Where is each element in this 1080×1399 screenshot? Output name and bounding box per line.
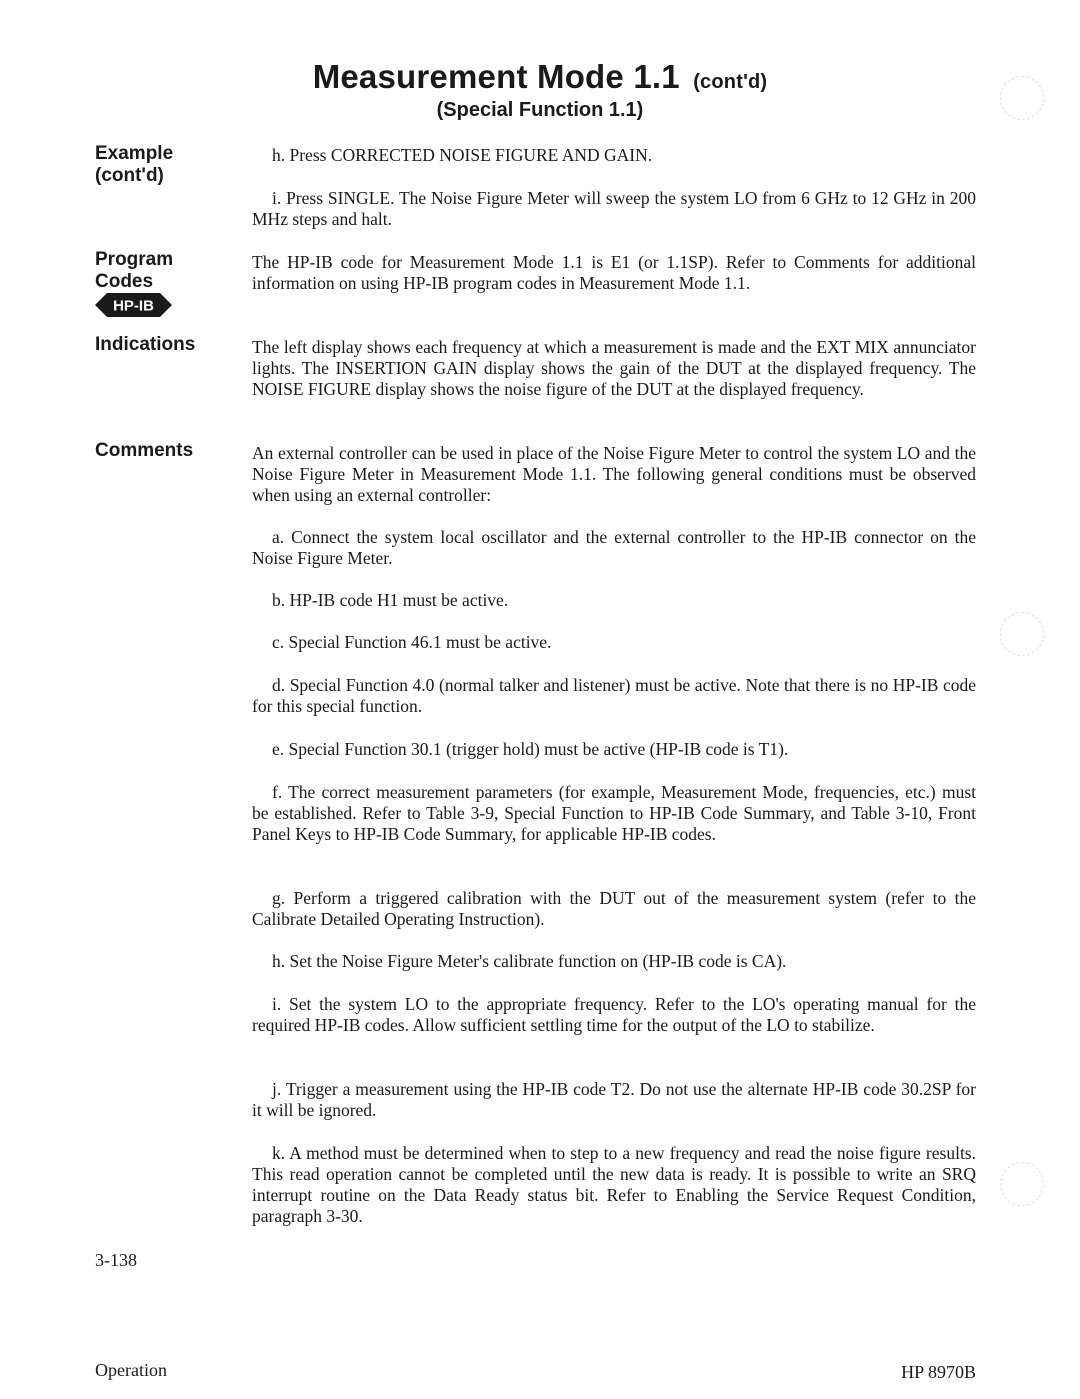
comments-item-j: j. Trigger a measurement using the HP-IB code T2. Do not use the alternate HP-IB code 30.2SP for it will be ignored.: [252, 1079, 976, 1120]
title-contd: (cont'd): [693, 71, 768, 93]
hpib-badge-icon: [95, 293, 172, 317]
indications-text: The left display shows each frequency at which a measurement is made and the EXT MIX annunciator lights. The INSERTION GAIN display shows the gain of the DUT at the displayed frequency. The NOISE FIGURE display shows the noise figure of the DUT at the displayed frequency.: [252, 337, 976, 399]
comments-item-a: a. Connect the system local oscillator and the external controller to the HP-IB connector on the Noise Figure Meter.: [252, 527, 976, 568]
heading-example-label: Example: [95, 143, 174, 164]
comments-item-e: e. Special Function 30.1 (trigger hold) must be active (HP-IB code is T1).: [272, 739, 789, 759]
footer-model: HP 8970B: [901, 1362, 976, 1382]
heading-codes-label: Codes: [95, 271, 154, 292]
heading-program-codes: [95, 249, 173, 293]
page-title: [0, 58, 1080, 96]
program-codes-text: The HP-IB code for Measurement Mode 1.1 is E1 (or 1.1SP). Refer to Comments for additional information on using HP-IB program codes in Measurement Mode 1.1.: [252, 252, 976, 293]
hpib-badge-text: HP-IB: [113, 297, 154, 315]
binder-hole-bottom: [1000, 1162, 1044, 1206]
comments-item-b: b. HP-IB code H1 must be active.: [272, 590, 509, 610]
binder-hole-top: [1000, 76, 1044, 120]
footer-section: Operation: [95, 1360, 167, 1380]
example-step-i: i. Press SINGLE. The Noise Figure Meter will sweep the system LO from 6 GHz to 12 GHz in 200 MHz steps and halt.: [252, 188, 976, 229]
heading-example-contd: (cont'd): [95, 165, 164, 186]
example-step-h: h. Press CORRECTED NOISE FIGURE AND GAIN.: [272, 145, 653, 165]
comments-item-g: g. Perform a triggered calibration with the DUT out of the measurement system (refer to the Calibrate Detailed Operating Instruction).: [252, 888, 976, 929]
comments-item-k: k. A method must be determined when to step to a new frequency and read the noise figure results. This read operation cannot be completed until the new data is ready. It is possible to write an SRQ interrupt routine on the Data Ready status bit. Refer to Enabling the Service Request Condition, paragraph 3-30.: [252, 1143, 976, 1226]
comments-item-h: h. Set the Noise Figure Meter's calibrate function on (HP-IB code is CA).: [272, 951, 787, 971]
binder-hole-middle: [1000, 612, 1044, 656]
heading-program-label: Program: [95, 249, 174, 270]
page-subtitle: (Special Function 1.1): [436, 99, 644, 121]
heading-indications: Indications: [95, 334, 196, 355]
heading-example: [95, 143, 173, 187]
comments-item-d: d. Special Function 4.0 (normal talker and listener) must be active. Note that there is no HP-IB code for this special function.: [252, 675, 976, 716]
page-number: 3-138: [95, 1250, 137, 1270]
title-text: Measurement Mode 1.1: [312, 58, 680, 95]
heading-comments: Comments: [95, 440, 194, 461]
comments-intro: An external controller can be used in place of the Noise Figure Meter to control the system LO and the Noise Figure Meter in Measurement Mode 1.1. The following general conditions must be observed when using an external controller:: [252, 443, 976, 505]
comments-item-i: i. Set the system LO to the appropriate frequency. Refer to the LO's operating manual for the required HP-IB codes. Allow sufficient settling time for the output of the LO to stabilize.: [252, 994, 976, 1035]
comments-item-c: c. Special Function 46.1 must be active.: [272, 632, 552, 652]
comments-item-f: f. The correct measurement parameters (for example, Measurement Mode, frequencies, etc.) must be established. Refer to Table 3-9, Special Function to HP-IB Code Summary, and Table 3-10, Front Panel Keys to HP-IB Code Summary, for applicable HP-IB codes.: [252, 782, 976, 844]
